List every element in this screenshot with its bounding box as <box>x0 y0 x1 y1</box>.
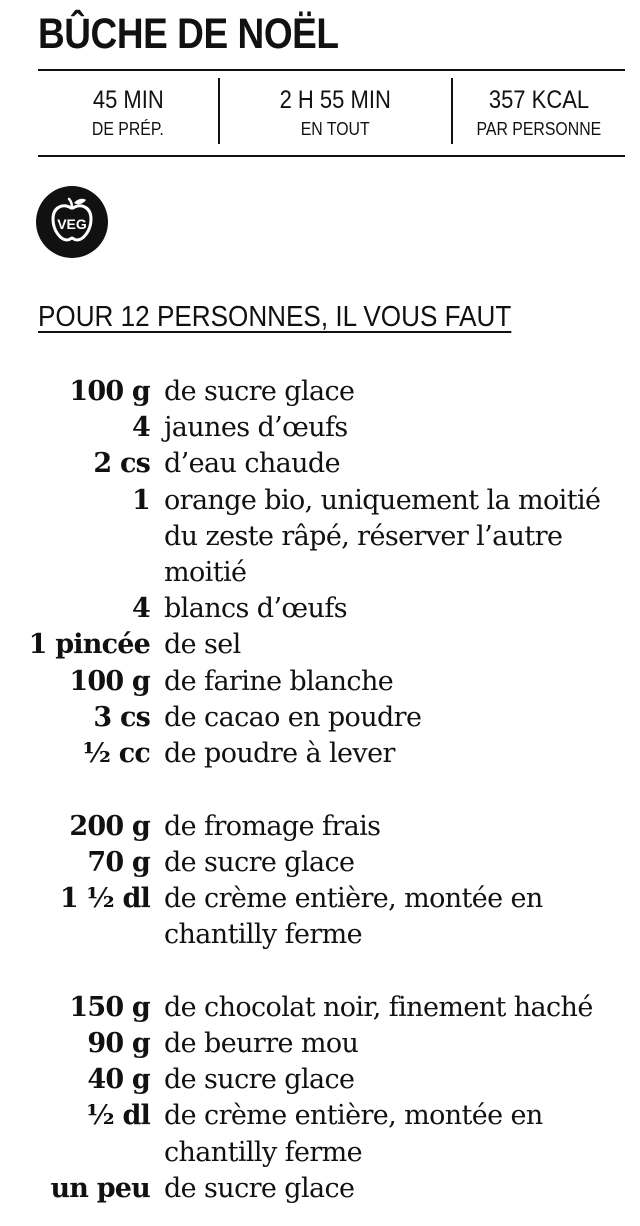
ingredient-quantity: 90 g <box>87 1028 150 1060</box>
veg-badge-text: VEG <box>57 216 87 232</box>
ingredient-quantity: un peu <box>50 1172 150 1204</box>
ingredient-quantity: 1 <box>132 484 150 516</box>
ingredient-quantity: ½ dl <box>86 1100 150 1132</box>
ingredient-description-line: moitié <box>164 557 247 589</box>
divider-bottom <box>38 155 625 157</box>
ingredient-quantity: 4 <box>132 412 150 444</box>
ingredient-quantity: 100 g <box>69 376 150 407</box>
ingredient-row <box>0 809 640 845</box>
ingredient-row <box>0 446 640 482</box>
ingredient-group <box>0 809 640 954</box>
ingredient-description <box>150 1026 614 1062</box>
ingredient-quantity: 40 g <box>87 1064 150 1096</box>
ingredient-row <box>0 627 640 663</box>
calories <box>453 71 625 155</box>
ingredient-description-line: de poudre à lever <box>164 738 395 770</box>
ingredient-description <box>150 446 614 482</box>
ingredient-description-line: blancs d’œufs <box>164 593 347 625</box>
ingredient-description <box>150 591 614 627</box>
ingredient-description <box>150 809 614 845</box>
ingredient-quantity: 1 pincée <box>28 629 150 661</box>
total-time <box>220 71 451 155</box>
ingredient-quantity: 4 <box>132 593 150 625</box>
ingredient-row <box>0 1098 640 1170</box>
ingredient-row <box>0 1062 640 1098</box>
ingredient-description <box>150 881 614 953</box>
ingredient-description <box>150 374 614 410</box>
ingredient-row <box>0 736 640 772</box>
ingredient-description <box>150 483 614 592</box>
ingredient-quantity: 200 g <box>69 810 150 842</box>
ingredient-description-line: jaunes d’œufs <box>164 412 348 444</box>
ingredient-description-line: d’eau chaude <box>164 448 340 480</box>
ingredient-description-line: de sucre glace <box>164 1064 355 1096</box>
prep-time <box>38 71 218 155</box>
ingredient-row <box>0 881 640 953</box>
ingredient-row <box>0 410 640 446</box>
ingredient-description-line: chantilly ferme <box>164 919 363 951</box>
ingredients-heading: POUR 12 PERSONNES, IL VOUS FAUT <box>38 301 512 333</box>
ingredient-description-line: orange bio, uniquement la moitié <box>164 484 601 516</box>
ingredient-row <box>0 1026 640 1062</box>
ingredient-description <box>150 700 614 736</box>
recipe-meta <box>38 71 625 155</box>
ingredient-row <box>0 664 640 700</box>
ingredient-description-line: de crème entière, montée en <box>164 1100 543 1132</box>
ingredient-description <box>150 1171 614 1207</box>
ingredient-row <box>0 845 640 881</box>
ingredient-quantity: 150 g <box>69 991 150 1023</box>
calories-value: 357 KCAL <box>488 86 590 114</box>
ingredient-description-line: de cacao en poudre <box>164 701 422 733</box>
ingredient-row <box>0 374 640 410</box>
ingredient-row <box>0 990 640 1026</box>
ingredient-description-line: de sucre glace <box>164 846 355 878</box>
veg-badge <box>36 186 108 258</box>
prep-time-value: 45 MIN <box>92 86 164 114</box>
ingredient-description-line: de beurre mou <box>164 1028 359 1060</box>
ingredient-quantity: 70 g <box>87 846 150 878</box>
prep-time-label: DE PRÉP. <box>91 119 164 139</box>
ingredient-description-line: de chocolat noir, finement haché <box>164 991 593 1023</box>
calories-label: PAR PERSONNE <box>476 119 602 139</box>
ingredient-group <box>0 374 640 772</box>
ingredient-description-line: de crème entière, montée en <box>164 883 543 915</box>
ingredient-quantity: ½ cc <box>82 738 150 770</box>
recipe-title: BÛCHE DE NOËL <box>38 10 339 58</box>
ingredient-description <box>150 627 614 663</box>
ingredient-description <box>150 990 614 1026</box>
ingredient-description-line: de sucre glace <box>164 376 355 407</box>
ingredient-description <box>150 736 614 772</box>
ingredient-row <box>0 700 640 736</box>
total-time-label: EN TOUT <box>300 119 370 139</box>
ingredient-description <box>150 1062 614 1098</box>
ingredient-quantity: 1 ½ dl <box>59 883 150 915</box>
ingredient-quantity: 2 cs <box>93 448 150 480</box>
ingredient-description <box>150 664 614 700</box>
ingredient-row <box>0 591 640 627</box>
ingredient-description-line: de farine blanche <box>164 665 394 697</box>
ingredient-description-line: du zeste râpé, réserver l’autre <box>164 520 563 552</box>
ingredient-list <box>0 374 640 1207</box>
ingredient-description-line: chantilly ferme <box>164 1136 363 1168</box>
ingredient-description <box>150 845 614 881</box>
ingredient-description <box>150 410 614 446</box>
ingredient-row <box>0 1171 640 1207</box>
total-time-value: 2 H 55 MIN <box>279 86 392 114</box>
ingredient-quantity: 3 cs <box>93 701 150 733</box>
ingredient-description-line: de sel <box>164 629 241 661</box>
ingredient-group <box>0 990 640 1207</box>
ingredient-description <box>150 1098 614 1170</box>
ingredient-row <box>0 483 640 592</box>
ingredient-quantity: 100 g <box>69 665 150 697</box>
ingredient-description-line: de fromage frais <box>164 810 381 842</box>
ingredient-description-line: de sucre glace <box>164 1172 355 1204</box>
